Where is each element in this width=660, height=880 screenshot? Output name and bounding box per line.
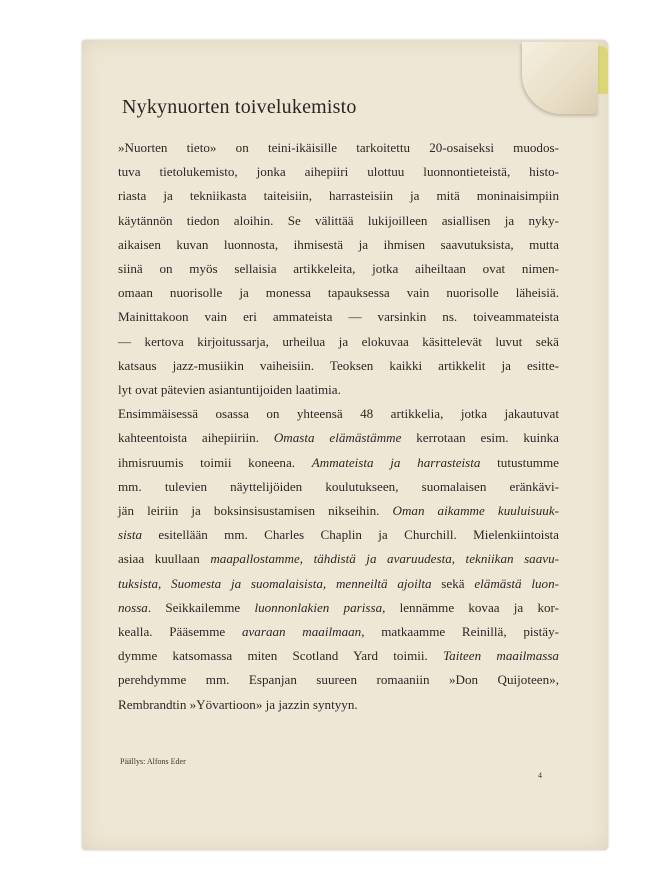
- text-line: [118, 184, 559, 208]
- text-run: lyt ovat pätevien asiantuntijoiden laatimia.: [118, 382, 341, 398]
- text-line: [118, 209, 559, 233]
- text-line: [118, 402, 559, 426]
- text-line: [118, 257, 559, 281]
- italic-text: Oman aikamme kuuluisuuk-: [392, 503, 559, 519]
- text-run: mm. tulevien näyttelijöiden koulutukseen, suomalaisen eränkävi-: [118, 478, 559, 494]
- text-run: kealla. Pääsemme: [118, 624, 242, 640]
- italic-text: luonnonlakien parissa: [254, 599, 383, 615]
- text-run: aikaisen kuvan luonnosta, ihmisestä ja ihmisen saavutuksista, mutta: [118, 236, 559, 252]
- text-run: . Seikkailemme: [147, 599, 255, 615]
- italic-text: Omasta elämästämme: [273, 430, 402, 446]
- text-line: [118, 547, 559, 571]
- body-text: [118, 136, 559, 717]
- text-line: [118, 596, 559, 620]
- book-jacket: [82, 40, 608, 850]
- text-line: [118, 499, 559, 523]
- cover-credit: Päällys: Alfons Eder: [120, 757, 186, 766]
- page-number: 4: [538, 771, 542, 780]
- text-run: kahteentoista aihepiiriin.: [118, 430, 274, 446]
- text-line: [118, 426, 559, 450]
- text-line: [118, 305, 559, 329]
- italic-text: nossa: [118, 599, 148, 615]
- text-run: esitellään mm. Charles Chaplin ja Churchill. Mielenkiintoista: [142, 527, 559, 543]
- text-line: [118, 475, 559, 499]
- text-run: tutustumme: [480, 454, 559, 470]
- text-run: asiaa kuullaan: [118, 551, 211, 567]
- text-run: kerrotaan esim. kuinka: [401, 430, 559, 446]
- page-title: Nykynuorten toivelukemisto: [122, 96, 357, 118]
- text-line: [118, 451, 559, 475]
- text-run: ihmisruumis toimii koneena.: [118, 454, 312, 470]
- text-line: [118, 281, 559, 305]
- text-line: [118, 378, 559, 402]
- text-run: riasta ja tekniikasta taiteisiin, harrasteisiin ja mitä moninaisimpiin: [118, 188, 559, 204]
- text-run: katsaus jazz-musiikin vaiheisiin. Teoksen kaikki artikkelit ja esitte-: [118, 357, 559, 373]
- text-line: [118, 330, 559, 354]
- text-line: [118, 668, 559, 692]
- italic-text: Taiteen maailmassa: [443, 648, 559, 664]
- text-run: — kertova kirjoitussarja, urheilua ja elokuvaa käsittelevät luvut sekä: [118, 333, 559, 349]
- text-run: Ensimmäisessä osassa on yhteensä 48 artikkelia, jotka jakautuvat: [118, 406, 559, 422]
- text-run: jän leiriin ja boksinsisustamisen nikseihin.: [118, 503, 393, 519]
- text-line: [118, 644, 559, 668]
- text-line: [118, 693, 559, 717]
- folded-corner: [522, 42, 598, 114]
- text-run: perehdymme mm. Espanjan suureen romaaniin »Don Quijoteen»,: [118, 672, 559, 688]
- text-run: tuva tietolukemisto, jonka aihepiiri ulottuu luonnontieteistä, histo-: [118, 164, 559, 180]
- text-line: [118, 523, 559, 547]
- text-run: siinä on myös sellaisia artikkeleita, jotka aiheiltaan ovat nimen-: [118, 261, 559, 277]
- text-line: [118, 160, 559, 184]
- text-run: dymme katsomassa miten Scotland Yard toimii.: [118, 648, 444, 664]
- text-run: »Nuorten tieto» on teini-ikäisille tarkoitettu 20-osaiseksi muodos-: [118, 140, 559, 155]
- italic-text: sista: [118, 527, 143, 543]
- italic-text: maapallostamme, tähdistä ja avaruudesta, tekniikan saavu-: [210, 551, 559, 567]
- italic-text: elämästä luon-: [474, 575, 559, 591]
- italic-text: tuksista, Suomesta ja suomalaisista, menneiltä ajoilta: [118, 575, 432, 591]
- text-run: , lennämme kovaa ja kor-: [382, 599, 559, 615]
- text-run: omaan nuorisolle ja monessa tapauksessa vain nuorisolle läheisiä.: [118, 285, 559, 301]
- text-line: [118, 620, 559, 644]
- text-run: Mainittakoon vain eri ammateista — varsinkin ns. toiveammateista: [118, 309, 559, 325]
- italic-text: avaraan maailmaan: [241, 624, 362, 640]
- italic-text: Ammateista ja harrasteista: [311, 454, 481, 470]
- text-line: [118, 354, 559, 378]
- text-line: [118, 233, 559, 257]
- text-run: käytännön tiedon aloihin. Se välittää lukijoilleen asiallisen ja nyky-: [118, 212, 559, 228]
- text-run: sekä: [431, 575, 475, 591]
- text-run: Rembrandtin »Yövartioon» ja jazzin syntyyn.: [118, 696, 358, 712]
- text-line: [118, 572, 559, 596]
- text-line: [118, 136, 559, 160]
- text-run: , matkaamme Reinillä, pistäy-: [361, 624, 559, 640]
